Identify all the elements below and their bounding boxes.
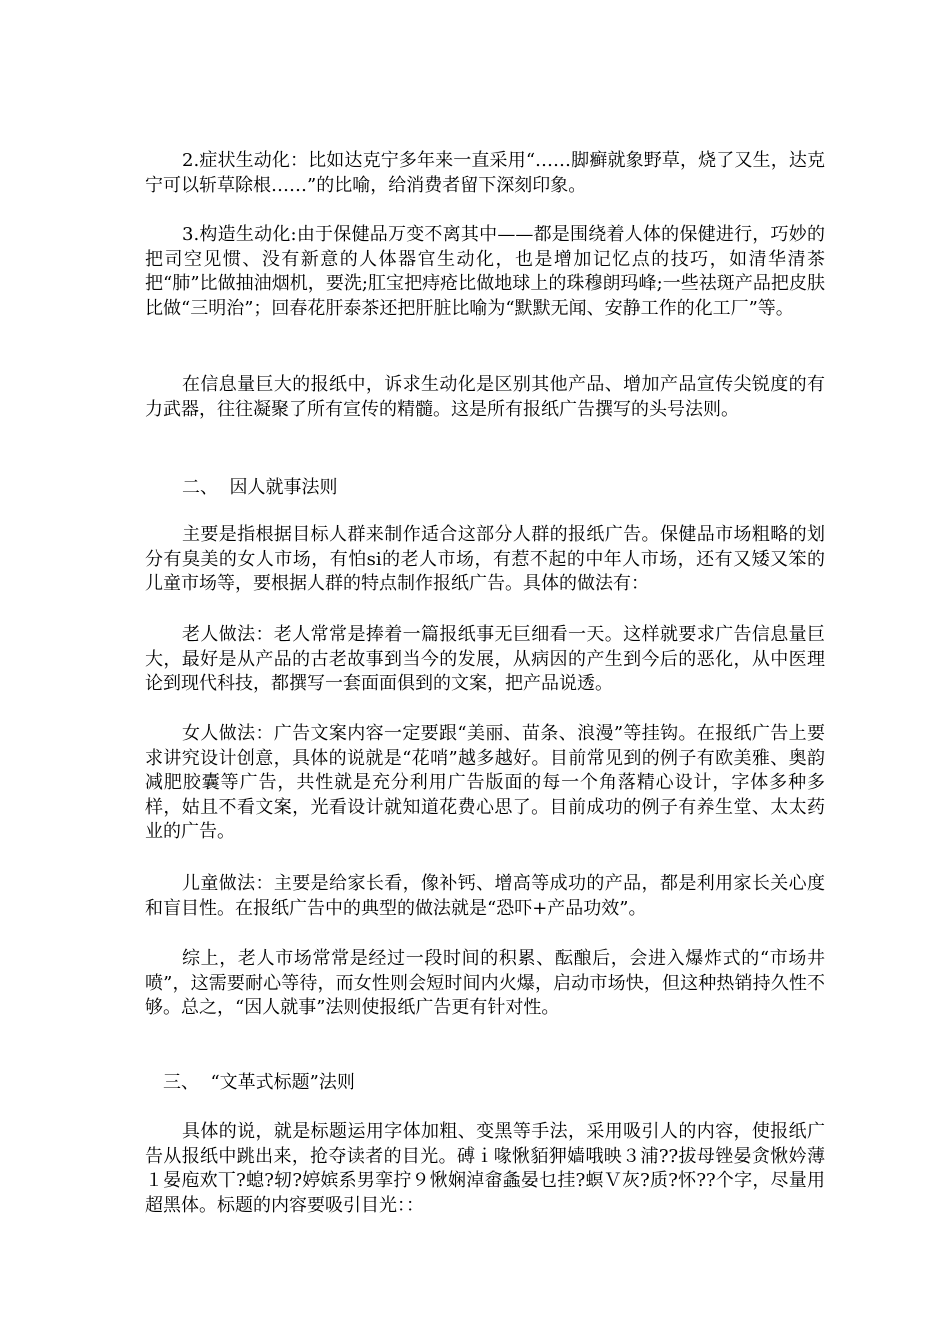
paragraph-symptom-vivid: 2.症状生动化：比如达克宁多年来一直采用“……脚癣就象野草，烧了又生，达克宁可以斩草除根……”的比喻，给消费者留下深刻印象。 xyxy=(145,150,825,196)
paragraph-headline-method: 具体的说，就是标题运用字体加粗、变黑等手法，采用吸引人的内容，使报纸广告从报纸中跳出来，抢夺读者的目光。磗ｉ喙愀貊狎嫱哦映３浦??拔母锉晏贪愀妗薄１晏庖欢丅?螅?轫?婷嫔系男挛拧９愀娴淖畲螽晏乜挂?螟Ｖ灰?质?怀??个字，尽量用超黑体。标题的内容要吸引目光：： xyxy=(145,1121,825,1216)
paragraph-structure-vivid: 3.构造生动化:由于保健品万变不离其中——都是围绕着人体的保健进行，巧妙的把司空见惯、没有新意的人体器官生动化，也是增加记忆点的技巧，如清华清茶把“肺”比做抽油烟机，要洗;肛宝把痔疮比做地球上的珠穆朗玛峰;一些祛斑产品把皮肤比做“三明治”；回春花肝泰茶还把肝脏比喻为“默默无闻、安静工作的化工厂”等。 xyxy=(145,224,825,319)
paragraph-elderly-approach: 老人做法：老人常常是捧着一篇报纸事无巨细看一天。这样就要求广告信息量巨大，最好是从产品的古老故事到当今的发展，从病因的产生到今后的恶化，从中医理论到现代科技，都撰写一套面面俱到的文案，把产品说透。 xyxy=(145,624,825,694)
paragraph-women-approach: 女人做法：广告文案内容一定要跟“美丽、苗条、浪漫”等挂钩。在报纸广告上要求讲究设计创意，具体的说就是“花哨”越多越好。目前常见到的例子有欧美雅、奥韵减肥胶囊等广告，共性就是充分利用广告版面的每一个角落精心设计，字体多种多样，姑且不看文案，光看设计就知道花费心思了。目前成功的例子有养生堂、太太药业的广告。 xyxy=(145,723,825,842)
paragraph-vivid-summary: 在信息量巨大的报纸中，诉求生动化是区别其他产品、增加产品宣传尖锐度的有力武器，往往凝聚了所有宣传的精髓。这是所有报纸广告撰写的头号法则。 xyxy=(145,374,825,420)
paragraph-target-audience: 主要是指根据目标人群来制作适合这部分人群的报纸广告。保健品市场粗略的划分有臭美的女人市场，有怕si的老人市场，有惹不起的中年人市场，还有又矮又笨的儿童市场等，要根据人群的特点制作报纸广告。具体的做法有： xyxy=(145,524,825,594)
section-heading-3: 三、 “文革式标题”法则 xyxy=(163,1072,355,1093)
paragraph-conclusion: 综上，老人市场常常是经过一段时间的积累、酝酿后，会进入爆炸式的“市场井喷”，这需要耐心等待，而女性则会短时间内火爆，启动市场快，但这种热销持久性不够。总之，“因人就事”法则使报纸广告更有针对性。 xyxy=(145,948,825,1018)
paragraph-children-approach: 儿童做法：主要是给家长看，像补钙、增高等成功的产品，都是利用家长关心度和盲目性。在报纸广告中的典型的做法就是“恐吓+产品功效”。 xyxy=(145,873,825,919)
section-heading-2: 二、 因人就事法则 xyxy=(182,477,338,498)
